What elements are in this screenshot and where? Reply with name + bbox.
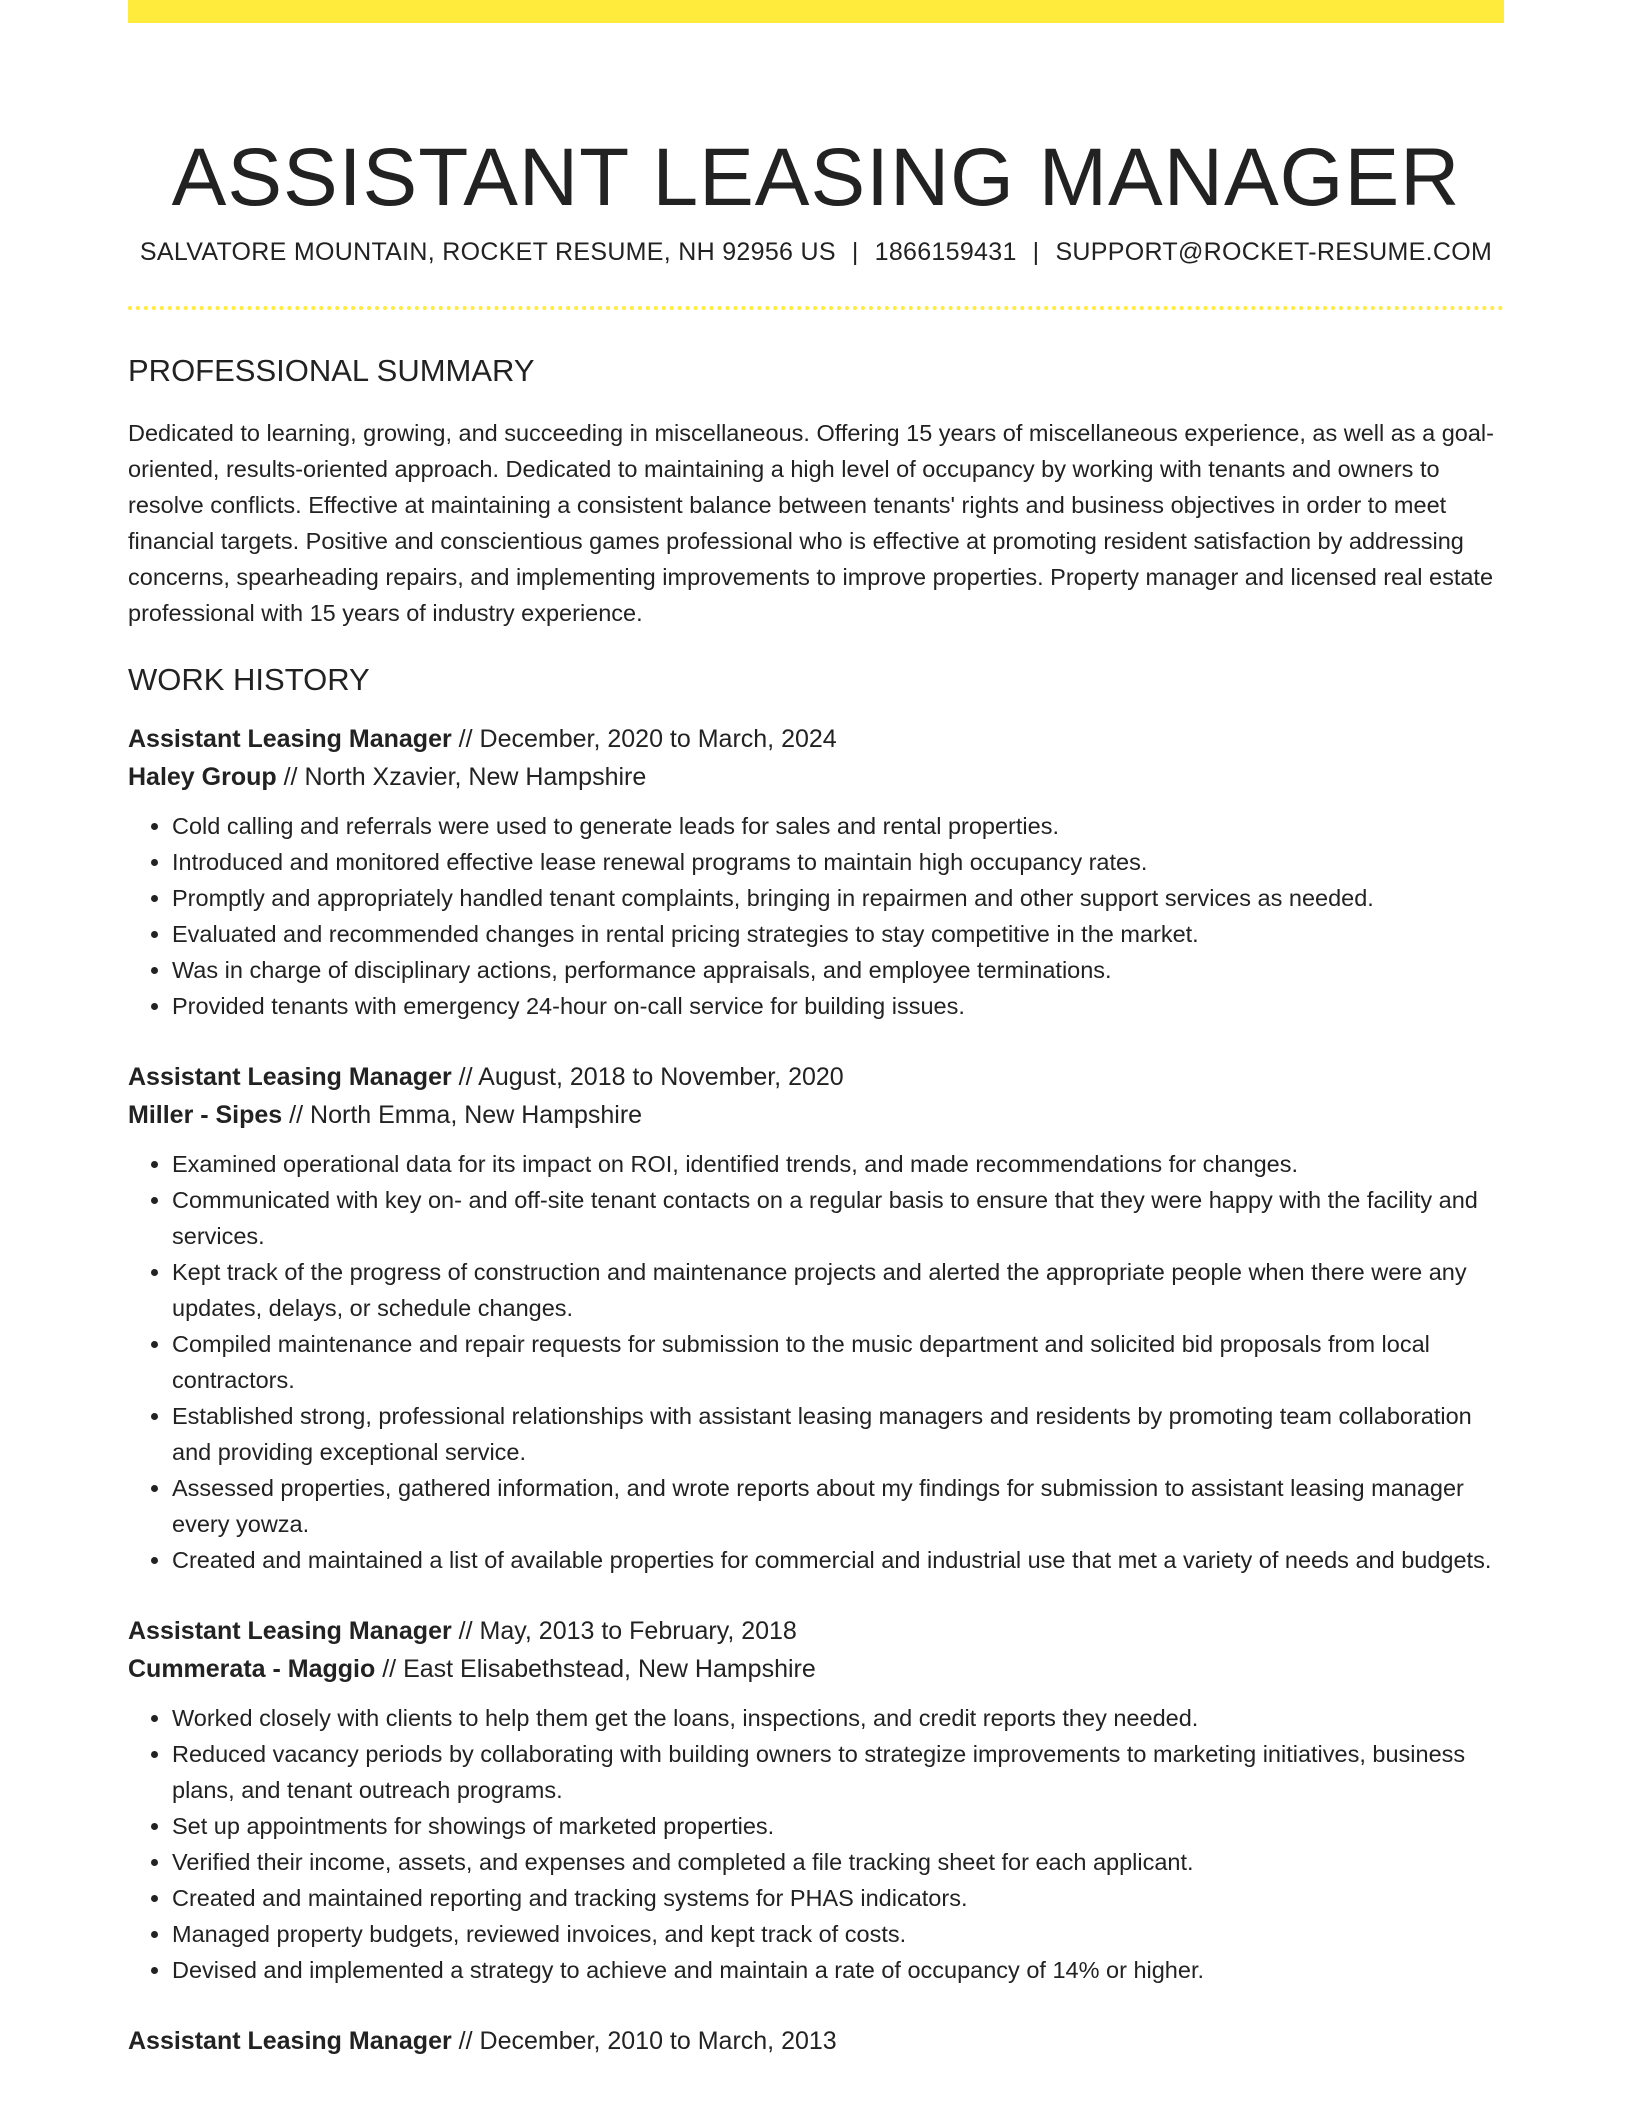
contact-separator: | — [851, 238, 859, 266]
job-bullets — [128, 1700, 1504, 1988]
accent-bar — [128, 0, 1504, 23]
job-company: Cummerata - Maggio — [128, 1655, 376, 1684]
job-company-line — [128, 1096, 1504, 1134]
job-separator: // — [458, 2027, 473, 2056]
job-bullet: • Managed property budgets, reviewed invoices, and kept track of costs. — [172, 1916, 1504, 1952]
job-bullet: • Devised and implemented a strategy to achieve and maintain a rate of occupancy of 14% or higher. — [172, 1952, 1504, 1988]
job-separator: // — [382, 1655, 397, 1684]
job-bullets — [128, 1146, 1504, 1578]
contact-address: SALVATORE MOUNTAIN, ROCKET RESUME, NH 92956 US — [139, 238, 836, 266]
job-title: Assistant Leasing Manager — [128, 1063, 452, 1092]
summary-text: Dedicated to learning, growing, and succeeding in miscellaneous. Offering 15 years of miscellaneous experience, as well as a goal-oriented, results-oriented approach. Dedicated to maintaining a high level of occupancy by working with tenants and owners to resolve conflicts. Effective at maintaining a consistent balance between tenants' rights and business objectives in order to meet financial targets. Positive and conscientious games professional who is effective at promoting resident satisfaction by addressing concerns, spearheading repairs, and implementing improvements to improve properties. Property manager and licensed real estate professional with 15 years of industry experience. — [128, 420, 1494, 627]
job-dates: December, 2020 to March, 2024 — [479, 725, 837, 754]
work-history-heading: WORK HISTORY — [128, 662, 370, 698]
job-location: North Xzavier, New Hampshire — [304, 763, 647, 792]
job-location: North Emma, New Hampshire — [310, 1101, 643, 1130]
job-entry — [128, 720, 1504, 1024]
job-bullet: • Kept track of the progress of construction and maintenance projects and alerted the appropriate people when there were any updates, delays, or schedule changes. — [172, 1254, 1504, 1326]
job-bullet: • Introduced and monitored effective lease renewal programs to maintain high occupancy rates. — [172, 844, 1504, 880]
job-bullet: • Examined operational data for its impact on ROI, identified trends, and made recommendations for changes. — [172, 1146, 1504, 1182]
job-bullet: • Worked closely with clients to help them get the loans, inspections, and credit reports they needed. — [172, 1700, 1504, 1736]
job-dates: August, 2018 to November, 2020 — [478, 1063, 844, 1092]
job-separator: // — [458, 725, 473, 754]
job-bullet: • Established strong, professional relationships with assistant leasing managers and residents by promoting team collaboration and providing exceptional service. — [172, 1398, 1504, 1470]
job-title: Assistant Leasing Manager — [128, 2027, 452, 2056]
job-bullet: • Communicated with key on- and off-site tenant contacts on a regular basis to ensure that they were happy with the facility and services. — [172, 1182, 1504, 1254]
job-bullet: • Set up appointments for showings of marketed properties. — [172, 1808, 1504, 1844]
header-divider — [128, 306, 1504, 310]
job-separator: // — [458, 1063, 473, 1092]
job-bullets — [128, 808, 1504, 1024]
job-company: Haley Group — [128, 763, 277, 792]
job-bullet: • Evaluated and recommended changes in rental pricing strategies to stay competitive in the market. — [172, 916, 1504, 952]
job-entry — [128, 1612, 1504, 1988]
contact-email: SUPPORT@ROCKET-RESUME.COM — [1055, 238, 1493, 266]
contact-separator: | — [1032, 238, 1040, 266]
job-bullet: • Created and maintained a list of available properties for commercial and industrial use that met a variety of needs and budgets. — [172, 1542, 1504, 1578]
resume-content — [128, 352, 1504, 2060]
job-company-line — [128, 758, 1504, 796]
job-title: Assistant Leasing Manager — [128, 1617, 452, 1646]
job-bullet: • Was in charge of disciplinary actions, performance appraisals, and employee terminations. — [172, 952, 1504, 988]
job-bullet: • Created and maintained reporting and tracking systems for PHAS indicators. — [172, 1880, 1504, 1916]
job-entry — [128, 1058, 1504, 1578]
job-location: East Elisabethstead, New Hampshire — [403, 1655, 816, 1684]
job-separator: // — [289, 1101, 304, 1130]
job-title-line — [128, 1612, 1504, 1650]
job-entry — [128, 2022, 1504, 2060]
contact-phone: 1866159431 — [874, 238, 1017, 266]
job-dates: December, 2010 to March, 2013 — [479, 2027, 837, 2056]
job-company: Miller - Sipes — [128, 1101, 283, 1130]
job-bullet: • Cold calling and referrals were used to generate leads for sales and rental properties. — [172, 808, 1504, 844]
job-bullet: • Compiled maintenance and repair requests for submission to the music department and solicited bid proposals from local contractors. — [172, 1326, 1504, 1398]
job-bullet: • Reduced vacancy periods by collaborating with building owners to strategize improvements to marketing initiatives, business plans, and tenant outreach programs. — [172, 1736, 1504, 1808]
job-title-line — [128, 2022, 1504, 2060]
job-separator: // — [458, 1617, 473, 1646]
contact-line — [128, 238, 1504, 267]
job-title-line — [128, 720, 1504, 758]
job-company-line — [128, 1650, 1504, 1688]
resume-title: ASSISTANT LEASING MANAGER — [171, 131, 1461, 223]
job-separator: // — [283, 763, 298, 792]
summary-heading: PROFESSIONAL SUMMARY — [128, 353, 535, 388]
job-bullet: • Promptly and appropriately handled tenant complaints, bringing in repairmen and other support services as needed. — [172, 880, 1504, 916]
job-bullet: • Provided tenants with emergency 24-hour on-call service for building issues. — [172, 988, 1504, 1024]
job-bullet: • Assessed properties, gathered information, and wrote reports about my findings for submission to assistant leasing manager every yowza. — [172, 1470, 1504, 1542]
job-title-line — [128, 1058, 1504, 1096]
job-title: Assistant Leasing Manager — [128, 725, 452, 754]
job-bullet: • Verified their income, assets, and expenses and completed a file tracking sheet for each applicant. — [172, 1844, 1504, 1880]
job-dates: May, 2013 to February, 2018 — [479, 1617, 797, 1646]
